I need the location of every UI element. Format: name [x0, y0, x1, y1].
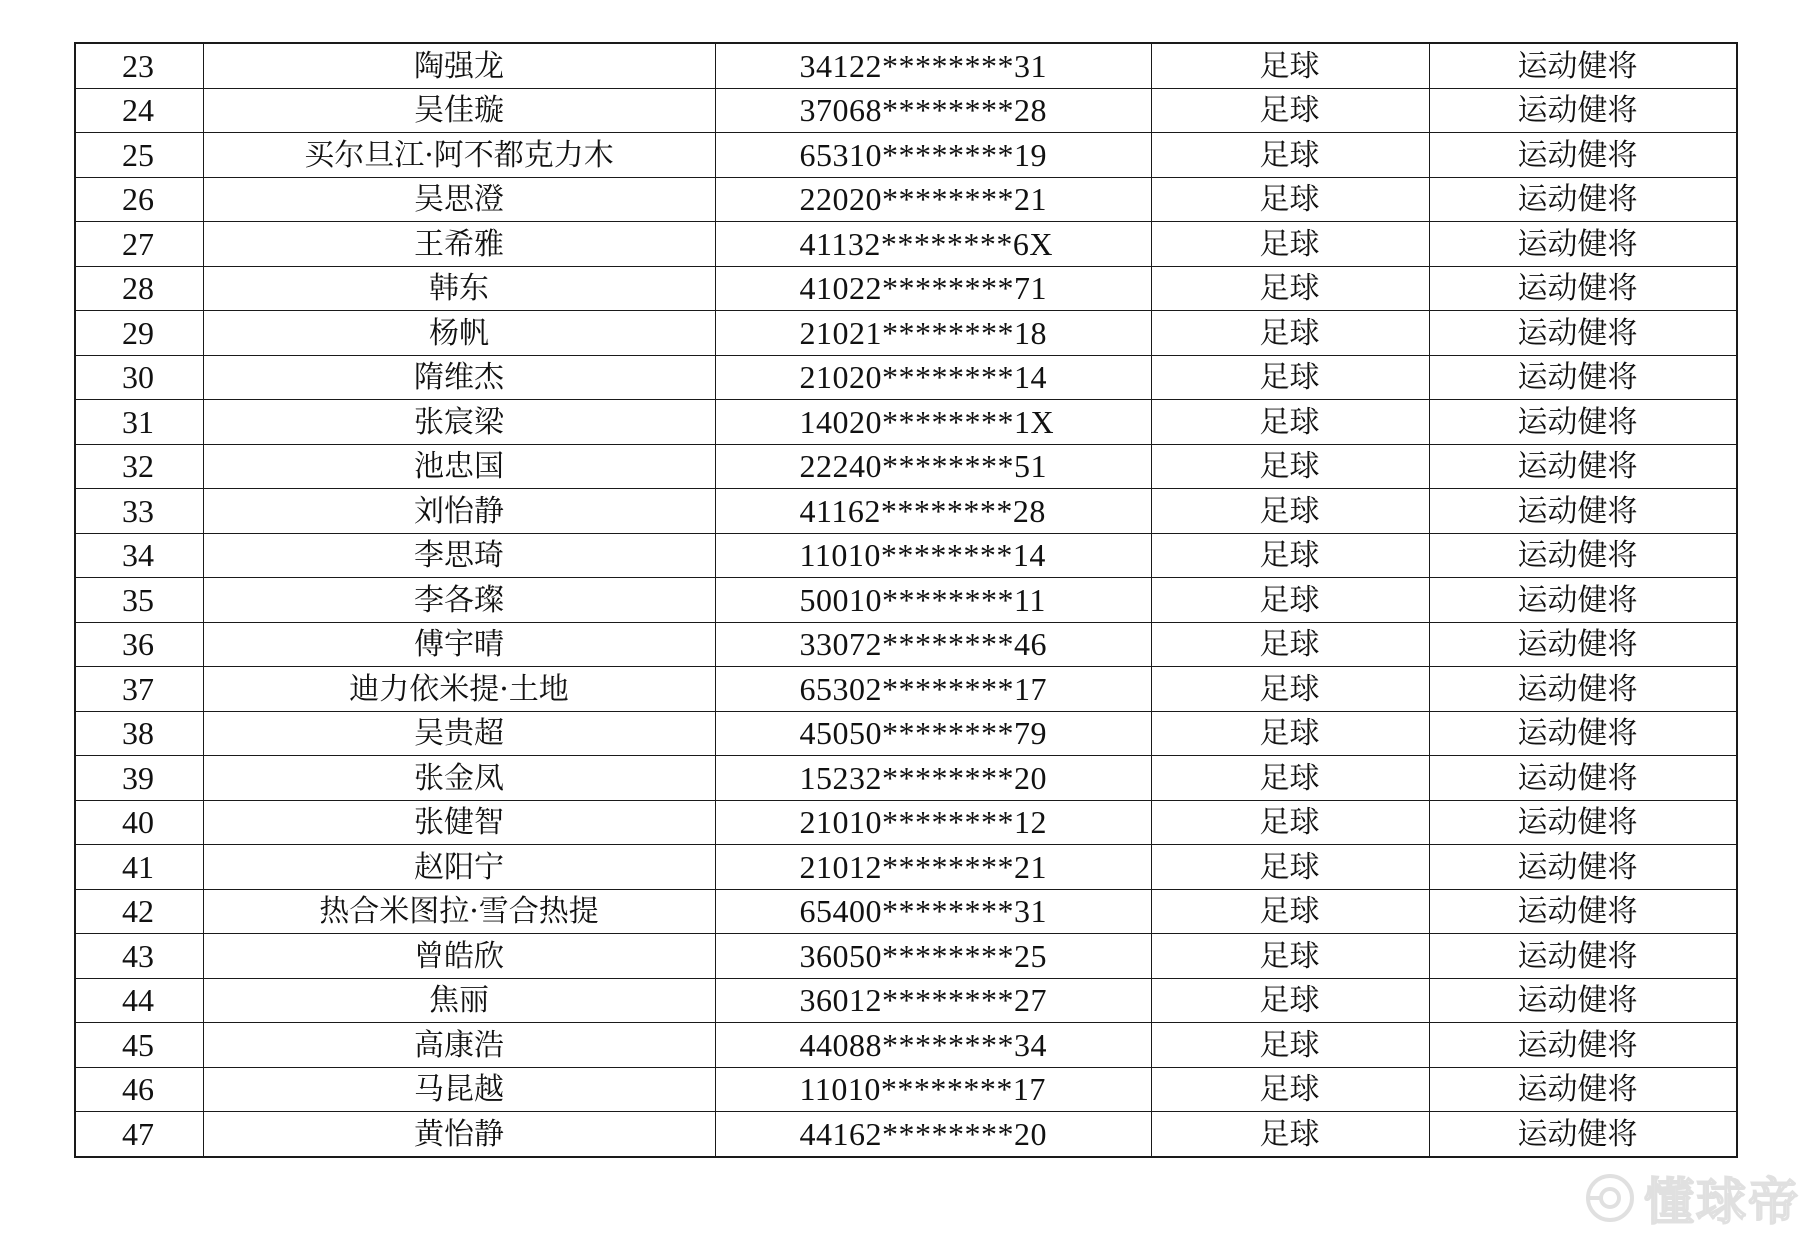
row-number-cell: 32 [75, 444, 203, 489]
id-number-cell: 65310********19 [715, 133, 1151, 178]
table-row [75, 177, 1737, 222]
table-row [75, 133, 1737, 178]
grade-cell: 运动健将 [1429, 266, 1737, 311]
sport-cell: 足球 [1151, 800, 1429, 845]
id-number-cell: 21010********12 [715, 800, 1151, 845]
athlete-name-cell: 傅宇晴 [203, 622, 715, 667]
athlete-name-cell: 吴佳璇 [203, 88, 715, 133]
sport-cell: 足球 [1151, 667, 1429, 712]
table-row [75, 222, 1737, 267]
row-number-cell: 26 [75, 177, 203, 222]
sport-cell: 足球 [1151, 533, 1429, 578]
grade-cell: 运动健将 [1429, 533, 1737, 578]
athlete-table [74, 42, 1738, 1158]
athlete-name-cell: 吴思澄 [203, 177, 715, 222]
table-row [75, 444, 1737, 489]
table-row [75, 667, 1737, 712]
row-number-cell: 23 [75, 43, 203, 88]
id-number-cell: 34122********31 [715, 43, 1151, 88]
sport-cell: 足球 [1151, 934, 1429, 979]
athlete-name-cell: 买尔旦江·阿不都克力木 [203, 133, 715, 178]
athlete-name-cell: 迪力依米提·土地 [203, 667, 715, 712]
grade-cell: 运动健将 [1429, 711, 1737, 756]
grade-cell: 运动健将 [1429, 978, 1737, 1023]
id-number-cell: 22020********21 [715, 177, 1151, 222]
grade-cell: 运动健将 [1429, 934, 1737, 979]
sport-cell: 足球 [1151, 266, 1429, 311]
table-row [75, 1067, 1737, 1112]
table-row [75, 311, 1737, 356]
athlete-name-cell: 张宸梁 [203, 400, 715, 445]
grade-cell: 运动健将 [1429, 756, 1737, 801]
sport-cell: 足球 [1151, 889, 1429, 934]
grade-cell: 运动健将 [1429, 444, 1737, 489]
row-number-cell: 35 [75, 578, 203, 623]
table-row [75, 355, 1737, 400]
athlete-name-cell: 曾皓欣 [203, 934, 715, 979]
athlete-name-cell: 马昆越 [203, 1067, 715, 1112]
sport-cell: 足球 [1151, 88, 1429, 133]
id-number-cell: 21021********18 [715, 311, 1151, 356]
id-number-cell: 41162********28 [715, 489, 1151, 534]
id-number-cell: 22240********51 [715, 444, 1151, 489]
dongqiudi-logo-icon [1584, 1172, 1636, 1224]
id-number-cell: 45050********79 [715, 711, 1151, 756]
row-number-cell: 43 [75, 934, 203, 979]
grade-cell: 运动健将 [1429, 889, 1737, 934]
athlete-name-cell: 焦丽 [203, 978, 715, 1023]
athlete-name-cell: 池忠国 [203, 444, 715, 489]
id-number-cell: 37068********28 [715, 88, 1151, 133]
sport-cell: 足球 [1151, 43, 1429, 88]
id-number-cell: 21020********14 [715, 355, 1151, 400]
grade-cell: 运动健将 [1429, 43, 1737, 88]
grade-cell: 运动健将 [1429, 133, 1737, 178]
athlete-name-cell: 热合米图拉·雪合热提 [203, 889, 715, 934]
grade-cell: 运动健将 [1429, 845, 1737, 890]
row-number-cell: 37 [75, 667, 203, 712]
sport-cell: 足球 [1151, 1067, 1429, 1112]
table-row [75, 711, 1737, 756]
sport-cell: 足球 [1151, 311, 1429, 356]
sport-cell: 足球 [1151, 355, 1429, 400]
row-number-cell: 45 [75, 1023, 203, 1068]
grade-cell: 运动健将 [1429, 177, 1737, 222]
id-number-cell: 65400********31 [715, 889, 1151, 934]
athlete-table-body [75, 43, 1737, 1157]
sport-cell: 足球 [1151, 222, 1429, 267]
watermark [1584, 1168, 1800, 1231]
table-row [75, 845, 1737, 890]
sport-cell: 足球 [1151, 845, 1429, 890]
grade-cell: 运动健将 [1429, 88, 1737, 133]
sport-cell: 足球 [1151, 133, 1429, 178]
athlete-name-cell: 李思琦 [203, 533, 715, 578]
id-number-cell: 44162********20 [715, 1112, 1151, 1157]
athlete-name-cell: 韩东 [203, 266, 715, 311]
athlete-name-cell: 高康浩 [203, 1023, 715, 1068]
athlete-name-cell: 张健智 [203, 800, 715, 845]
sport-cell: 足球 [1151, 1112, 1429, 1157]
id-number-cell: 11010********17 [715, 1067, 1151, 1112]
id-number-cell: 65302********17 [715, 667, 1151, 712]
grade-cell: 运动健将 [1429, 578, 1737, 623]
athlete-name-cell: 刘怡静 [203, 489, 715, 534]
sport-cell: 足球 [1151, 177, 1429, 222]
table-row [75, 756, 1737, 801]
id-number-cell: 50010********11 [715, 578, 1151, 623]
id-number-cell: 41132********6X [715, 222, 1151, 267]
row-number-cell: 25 [75, 133, 203, 178]
row-number-cell: 34 [75, 533, 203, 578]
grade-cell: 运动健将 [1429, 1023, 1737, 1068]
sport-cell: 足球 [1151, 756, 1429, 801]
row-number-cell: 28 [75, 266, 203, 311]
row-number-cell: 36 [75, 622, 203, 667]
athlete-name-cell: 李各璨 [203, 578, 715, 623]
id-number-cell: 11010********14 [715, 533, 1151, 578]
sport-cell: 足球 [1151, 489, 1429, 534]
row-number-cell: 29 [75, 311, 203, 356]
row-number-cell: 40 [75, 800, 203, 845]
grade-cell: 运动健将 [1429, 1067, 1737, 1112]
athlete-name-cell: 王希雅 [203, 222, 715, 267]
table-row [75, 622, 1737, 667]
id-number-cell: 15232********20 [715, 756, 1151, 801]
sport-cell: 足球 [1151, 578, 1429, 623]
grade-cell: 运动健将 [1429, 355, 1737, 400]
row-number-cell: 30 [75, 355, 203, 400]
athlete-name-cell: 杨帆 [203, 311, 715, 356]
grade-cell: 运动健将 [1429, 1112, 1737, 1157]
table-row [75, 489, 1737, 534]
sport-cell: 足球 [1151, 711, 1429, 756]
row-number-cell: 31 [75, 400, 203, 445]
table-row [75, 533, 1737, 578]
table-row [75, 266, 1737, 311]
row-number-cell: 41 [75, 845, 203, 890]
athlete-name-cell: 隋维杰 [203, 355, 715, 400]
row-number-cell: 46 [75, 1067, 203, 1112]
table-row [75, 934, 1737, 979]
table-row [75, 800, 1737, 845]
id-number-cell: 36012********27 [715, 978, 1151, 1023]
row-number-cell: 42 [75, 889, 203, 934]
row-number-cell: 44 [75, 978, 203, 1023]
row-number-cell: 38 [75, 711, 203, 756]
table-row [75, 88, 1737, 133]
athlete-name-cell: 黄怡静 [203, 1112, 715, 1157]
id-number-cell: 14020********1X [715, 400, 1151, 445]
athlete-name-cell: 张金凤 [203, 756, 715, 801]
grade-cell: 运动健将 [1429, 622, 1737, 667]
row-number-cell: 39 [75, 756, 203, 801]
id-number-cell: 44088********34 [715, 1023, 1151, 1068]
sport-cell: 足球 [1151, 622, 1429, 667]
row-number-cell: 47 [75, 1112, 203, 1157]
id-number-cell: 21012********21 [715, 845, 1151, 890]
id-number-cell: 33072********46 [715, 622, 1151, 667]
row-number-cell: 33 [75, 489, 203, 534]
id-number-cell: 36050********25 [715, 934, 1151, 979]
grade-cell: 运动健将 [1429, 667, 1737, 712]
id-number-cell: 41022********71 [715, 266, 1151, 311]
grade-cell: 运动健将 [1429, 222, 1737, 267]
grade-cell: 运动健将 [1429, 489, 1737, 534]
table-row [75, 400, 1737, 445]
table-row [75, 978, 1737, 1023]
table-row [75, 1112, 1737, 1157]
table-row [75, 578, 1737, 623]
watermark-text: 懂球帝 [1644, 1173, 1800, 1231]
table-row [75, 43, 1737, 88]
sport-cell: 足球 [1151, 444, 1429, 489]
athlete-name-cell: 陶强龙 [203, 43, 715, 88]
athlete-name-cell: 吴贵超 [203, 711, 715, 756]
grade-cell: 运动健将 [1429, 311, 1737, 356]
athlete-name-cell: 赵阳宁 [203, 845, 715, 890]
grade-cell: 运动健将 [1429, 400, 1737, 445]
table-row [75, 1023, 1737, 1068]
row-number-cell: 27 [75, 222, 203, 267]
grade-cell: 运动健将 [1429, 800, 1737, 845]
row-number-cell: 24 [75, 88, 203, 133]
sport-cell: 足球 [1151, 400, 1429, 445]
table-row [75, 889, 1737, 934]
sport-cell: 足球 [1151, 1023, 1429, 1068]
sport-cell: 足球 [1151, 978, 1429, 1023]
